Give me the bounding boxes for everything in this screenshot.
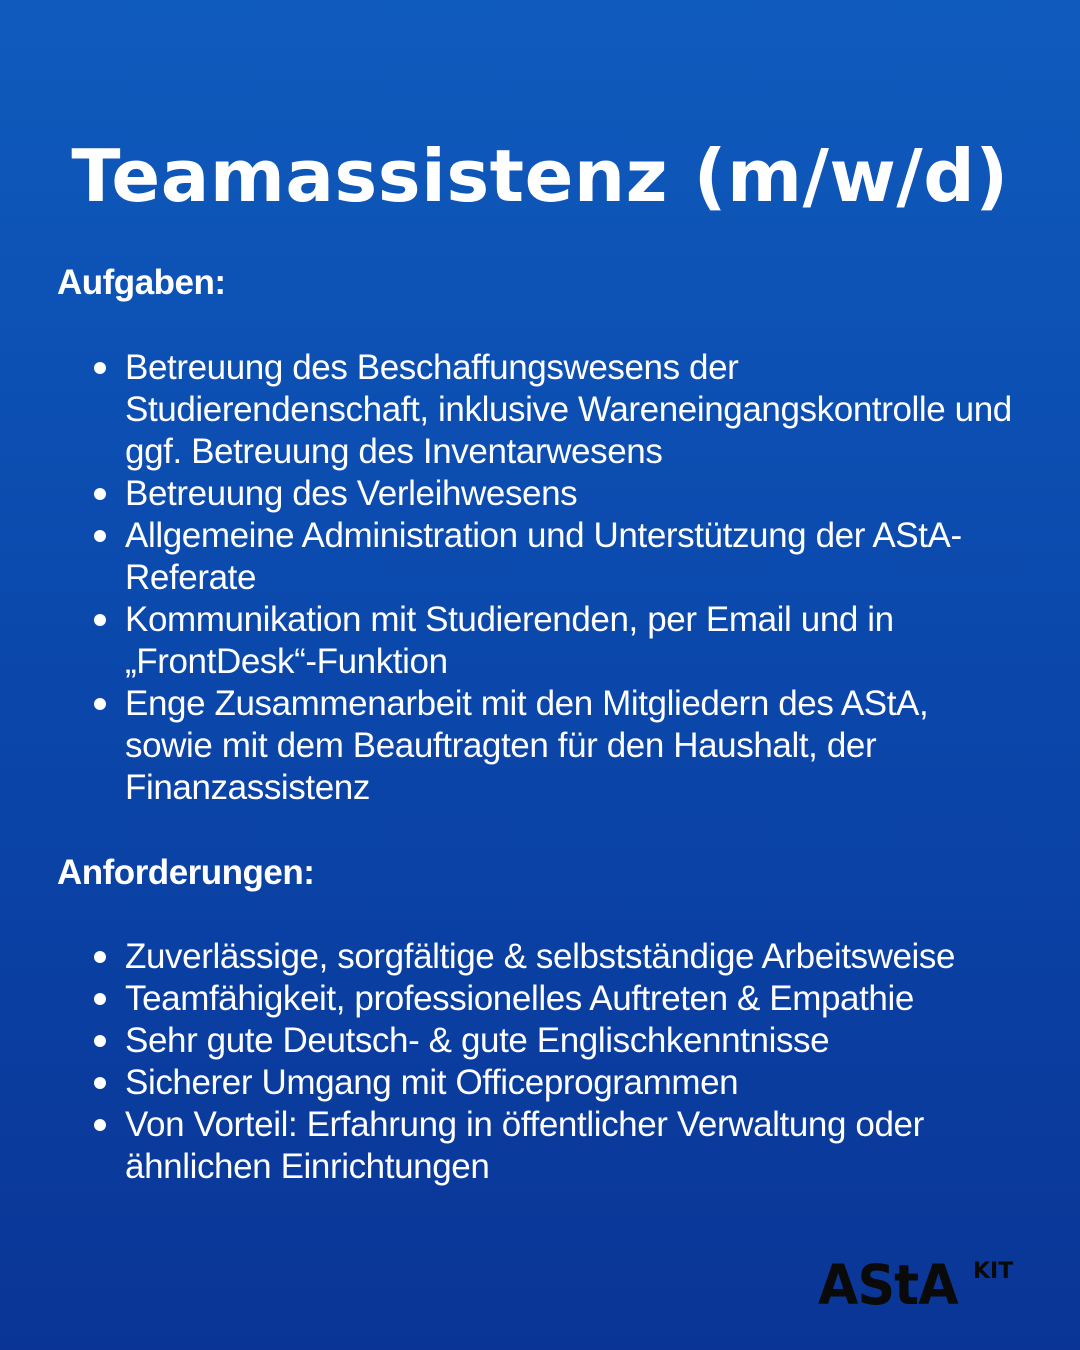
list-item-text: Kommunikation mit Studierenden, per Email und in „FrontDesk“-Funktion (125, 600, 894, 681)
list-item (0, 683, 1015, 809)
logo-main-text: AStA (818, 1253, 958, 1317)
list-item (0, 1104, 1015, 1188)
bullet-dot (94, 993, 106, 1005)
list-item (0, 978, 1015, 1020)
bullet-dot (94, 1035, 106, 1047)
list-item-text: Sehr gute Deutsch- & gute Englischkenntnisse (125, 1021, 830, 1060)
tasks-heading: Aufgaben: (57, 263, 226, 302)
list-item-text: Betreuung des Beschaffungswesens der Studierendenschaft, inklusive Wareneingangskontrolle und ggf. Betreuung des Inventarwesens (125, 348, 1012, 471)
asta-kit-logo (818, 1253, 1023, 1320)
logo-superscript-text: KIT (973, 1259, 1014, 1284)
list-item (0, 515, 1015, 599)
list-item (0, 347, 1015, 473)
list-item (0, 1020, 1015, 1062)
list-item-text: Betreuung des Verleihwesens (125, 474, 578, 513)
page-title: Teamassistenz (m/w/d) (71, 134, 1009, 219)
bullet-dot (94, 488, 106, 500)
list-item-text: Teamfähigkeit, professionelles Auftreten & Empathie (125, 979, 914, 1018)
list-item (0, 599, 1015, 683)
tasks-list (0, 347, 1080, 809)
list-item-text: Sicherer Umgang mit Officeprogrammen (125, 1063, 739, 1102)
bullet-dot (94, 1119, 106, 1131)
requirements-heading: Anforderungen: (57, 853, 315, 892)
bullet-dot (94, 698, 106, 710)
list-item (0, 473, 1015, 515)
list-item (0, 936, 1015, 978)
list-item-text: Enge Zusammenarbeit mit den Mitgliedern des AStA, sowie mit dem Beauftragten für den Haushalt, der Finanzassistenz (125, 684, 929, 807)
bullet-dot (94, 951, 106, 963)
requirements-list (0, 936, 1080, 1188)
bullet-dot (94, 530, 106, 542)
bullet-dot (94, 614, 106, 626)
bullet-dot (94, 1077, 106, 1089)
list-item-text: Allgemeine Administration und Unterstützung der AStA-Referate (125, 516, 962, 597)
list-item-text: Zuverlässige, sorgfältige & selbstständige Arbeitsweise (125, 937, 956, 976)
bullet-dot (94, 362, 106, 374)
list-item-text: Von Vorteil: Erfahrung in öffentlicher Verwaltung oder ähnlichen Einrichtungen (125, 1105, 924, 1186)
list-item (0, 1062, 1015, 1104)
